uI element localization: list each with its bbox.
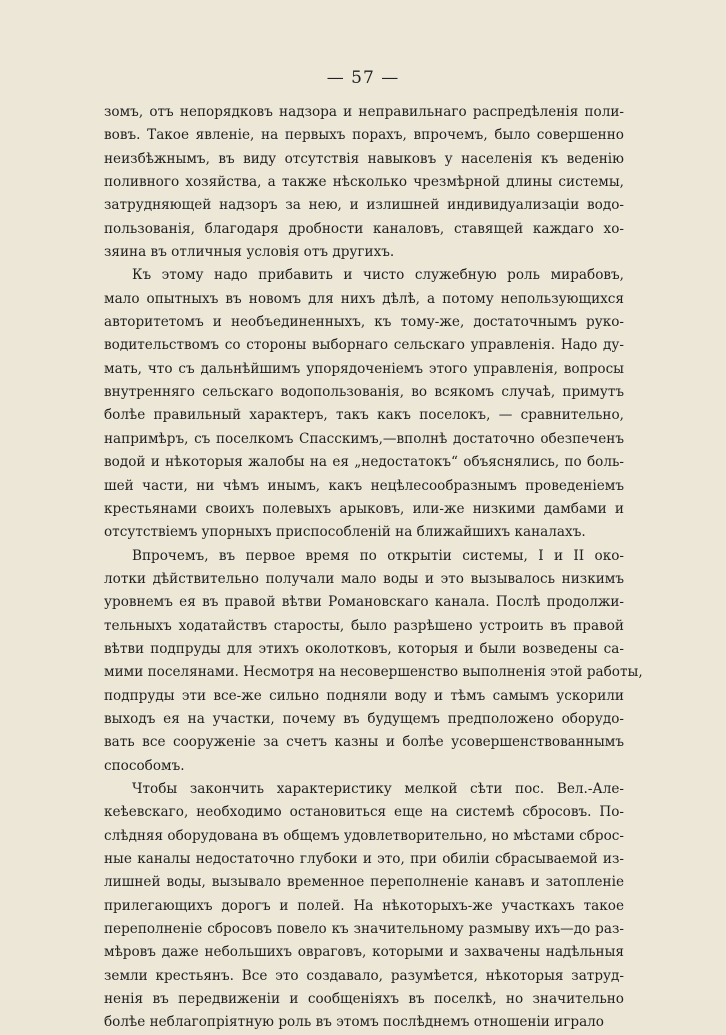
- text-line: вать все сооруженіе за счетъ казны и болѣе усовершенствованнымъ: [104, 734, 624, 751]
- text-line: мало опытныхъ въ новомъ для нихъ дѣлѣ, а потому непользующихся: [104, 290, 624, 307]
- text-line: лотки дѣйствительно получали мало воды и это вызывалось низкимъ: [104, 570, 624, 587]
- text-line: мать, что съ дальнѣйшимъ упорядоченіемъ этого управленія, вопросы: [104, 360, 624, 377]
- text-line: неизбѣжнымъ, въ виду отсутствія навыковъ у населенія къ веденію: [104, 150, 624, 167]
- text-line: подпруды эти все-же сильно подняли воду и тѣмъ самымъ ускорили: [104, 687, 624, 704]
- text-line: лишней воды, вызывало временное переполненіе канавъ и затопленіе: [104, 874, 624, 891]
- text-line: поливного хозяйства, а также нѣсколько чрезмѣрной длины системы,: [104, 174, 624, 191]
- text-line: кеѣевскаго, необходимо остановиться еще на системѣ сбросовъ. По-: [104, 804, 624, 821]
- text-line: Впрочемъ, въ первое время по открытіи системы, I и II око-: [132, 547, 624, 564]
- text-line: водительствомъ со стороны выборнаго сельскаго управленія. Надо ду-: [104, 337, 624, 354]
- text-line: напримѣръ, съ поселкомъ Спасскимъ,—вполнѣ достаточно обезпеченъ: [104, 430, 624, 447]
- text-line: внутренняго сельскаго водопользованія, во всякомъ случаѣ, примутъ: [104, 384, 624, 401]
- text-line: шей части, ни чѣмъ инымъ, какъ нецѣлесообразнымъ проведеніемъ: [104, 477, 624, 494]
- text-line: отсутствіемъ упорныхъ приспособленій на ближайшихъ каналахъ.: [104, 524, 586, 541]
- text-line: земли крестьянъ. Все это создавало, разумѣется, нѣкоторыя затруд-: [104, 967, 624, 984]
- text-line: водой и нѣкоторыя жалобы на ея „недостатокъ“ объяснялись, по боль-: [104, 454, 624, 471]
- text-line: зяина въ отличныя условія отъ другихъ.: [104, 244, 395, 261]
- text-line: вовъ. Такое явленіе, на первыхъ порахъ, впрочемъ, было совершенно: [104, 127, 624, 144]
- text-line: переполненіе сбросовъ повело къ значительному размыву ихъ—до раз-: [104, 921, 624, 938]
- text-line: вѣтви подпруды для этихъ околотковъ, которыя и были возведены са-: [104, 640, 624, 657]
- body-text: [104, 101, 643, 1035]
- text-line: мѣровъ даже небольшихъ овраговъ, которыми и захвачены надѣльныя: [104, 944, 624, 961]
- text-line: мими поселянами. Несмотря на несовершенство выполненія этой работы,: [104, 664, 643, 681]
- text-line: ные каналы недостаточно глубоки и это, при обиліи сбрасываемой из-: [104, 851, 624, 867]
- text-line: тельныхъ ходатайствъ старосты, было разрѣшено устроить въ правой: [104, 617, 624, 634]
- text-line: Къ этому надо прибавить и чисто служебную роль мирабовъ,: [132, 267, 624, 284]
- text-line: болѣе правильный характеръ, такъ какъ поселокъ, — сравнительно,: [104, 407, 624, 424]
- text-line: авторитетомъ и необъединенныхъ, къ тому-же, достаточнымъ руко-: [104, 314, 624, 331]
- text-line: ненія въ передвиженіи и сообщеніяхъ въ поселкѣ, но значительно: [104, 991, 624, 1008]
- text-line: пользованія, благодаря дробности каналовъ, ставящей каждаго хо-: [104, 220, 624, 237]
- text-line: крестьянами своихъ полевыхъ арыковъ, или-же низкими дамбами и: [104, 500, 624, 517]
- text-line: болѣе неблагопріятную роль въ этомъ послѣднемъ отношеніи играло: [104, 1014, 604, 1031]
- text-line: выходъ ея на участки, почему въ будущемъ предположено оборудо-: [104, 710, 624, 727]
- text-line: зомъ, отъ непорядковъ надзора и неправильнаго распредѣленія поли-: [104, 104, 624, 120]
- text-line: прилегающихъ дорогъ и полей. На нѣкоторыхъ-же участкахъ такое: [104, 897, 624, 914]
- text-line: уровнемъ ея въ правой вѣтви Романовскаго канала. Послѣ продолжи-: [104, 594, 624, 611]
- page-number-header: — 57 —: [326, 68, 400, 88]
- text-line: способомъ.: [104, 757, 185, 774]
- text-line: затрудняющей надзоръ за нею, и излишней индивидуализаціи водо-: [104, 197, 624, 214]
- text-line: Чтобы закончить характеристику мелкой сѣти пос. Вел.-Але-: [132, 780, 624, 797]
- text-line: слѣдняя оборудована въ общемъ удовлетворительно, но мѣстами сброс-: [104, 827, 624, 844]
